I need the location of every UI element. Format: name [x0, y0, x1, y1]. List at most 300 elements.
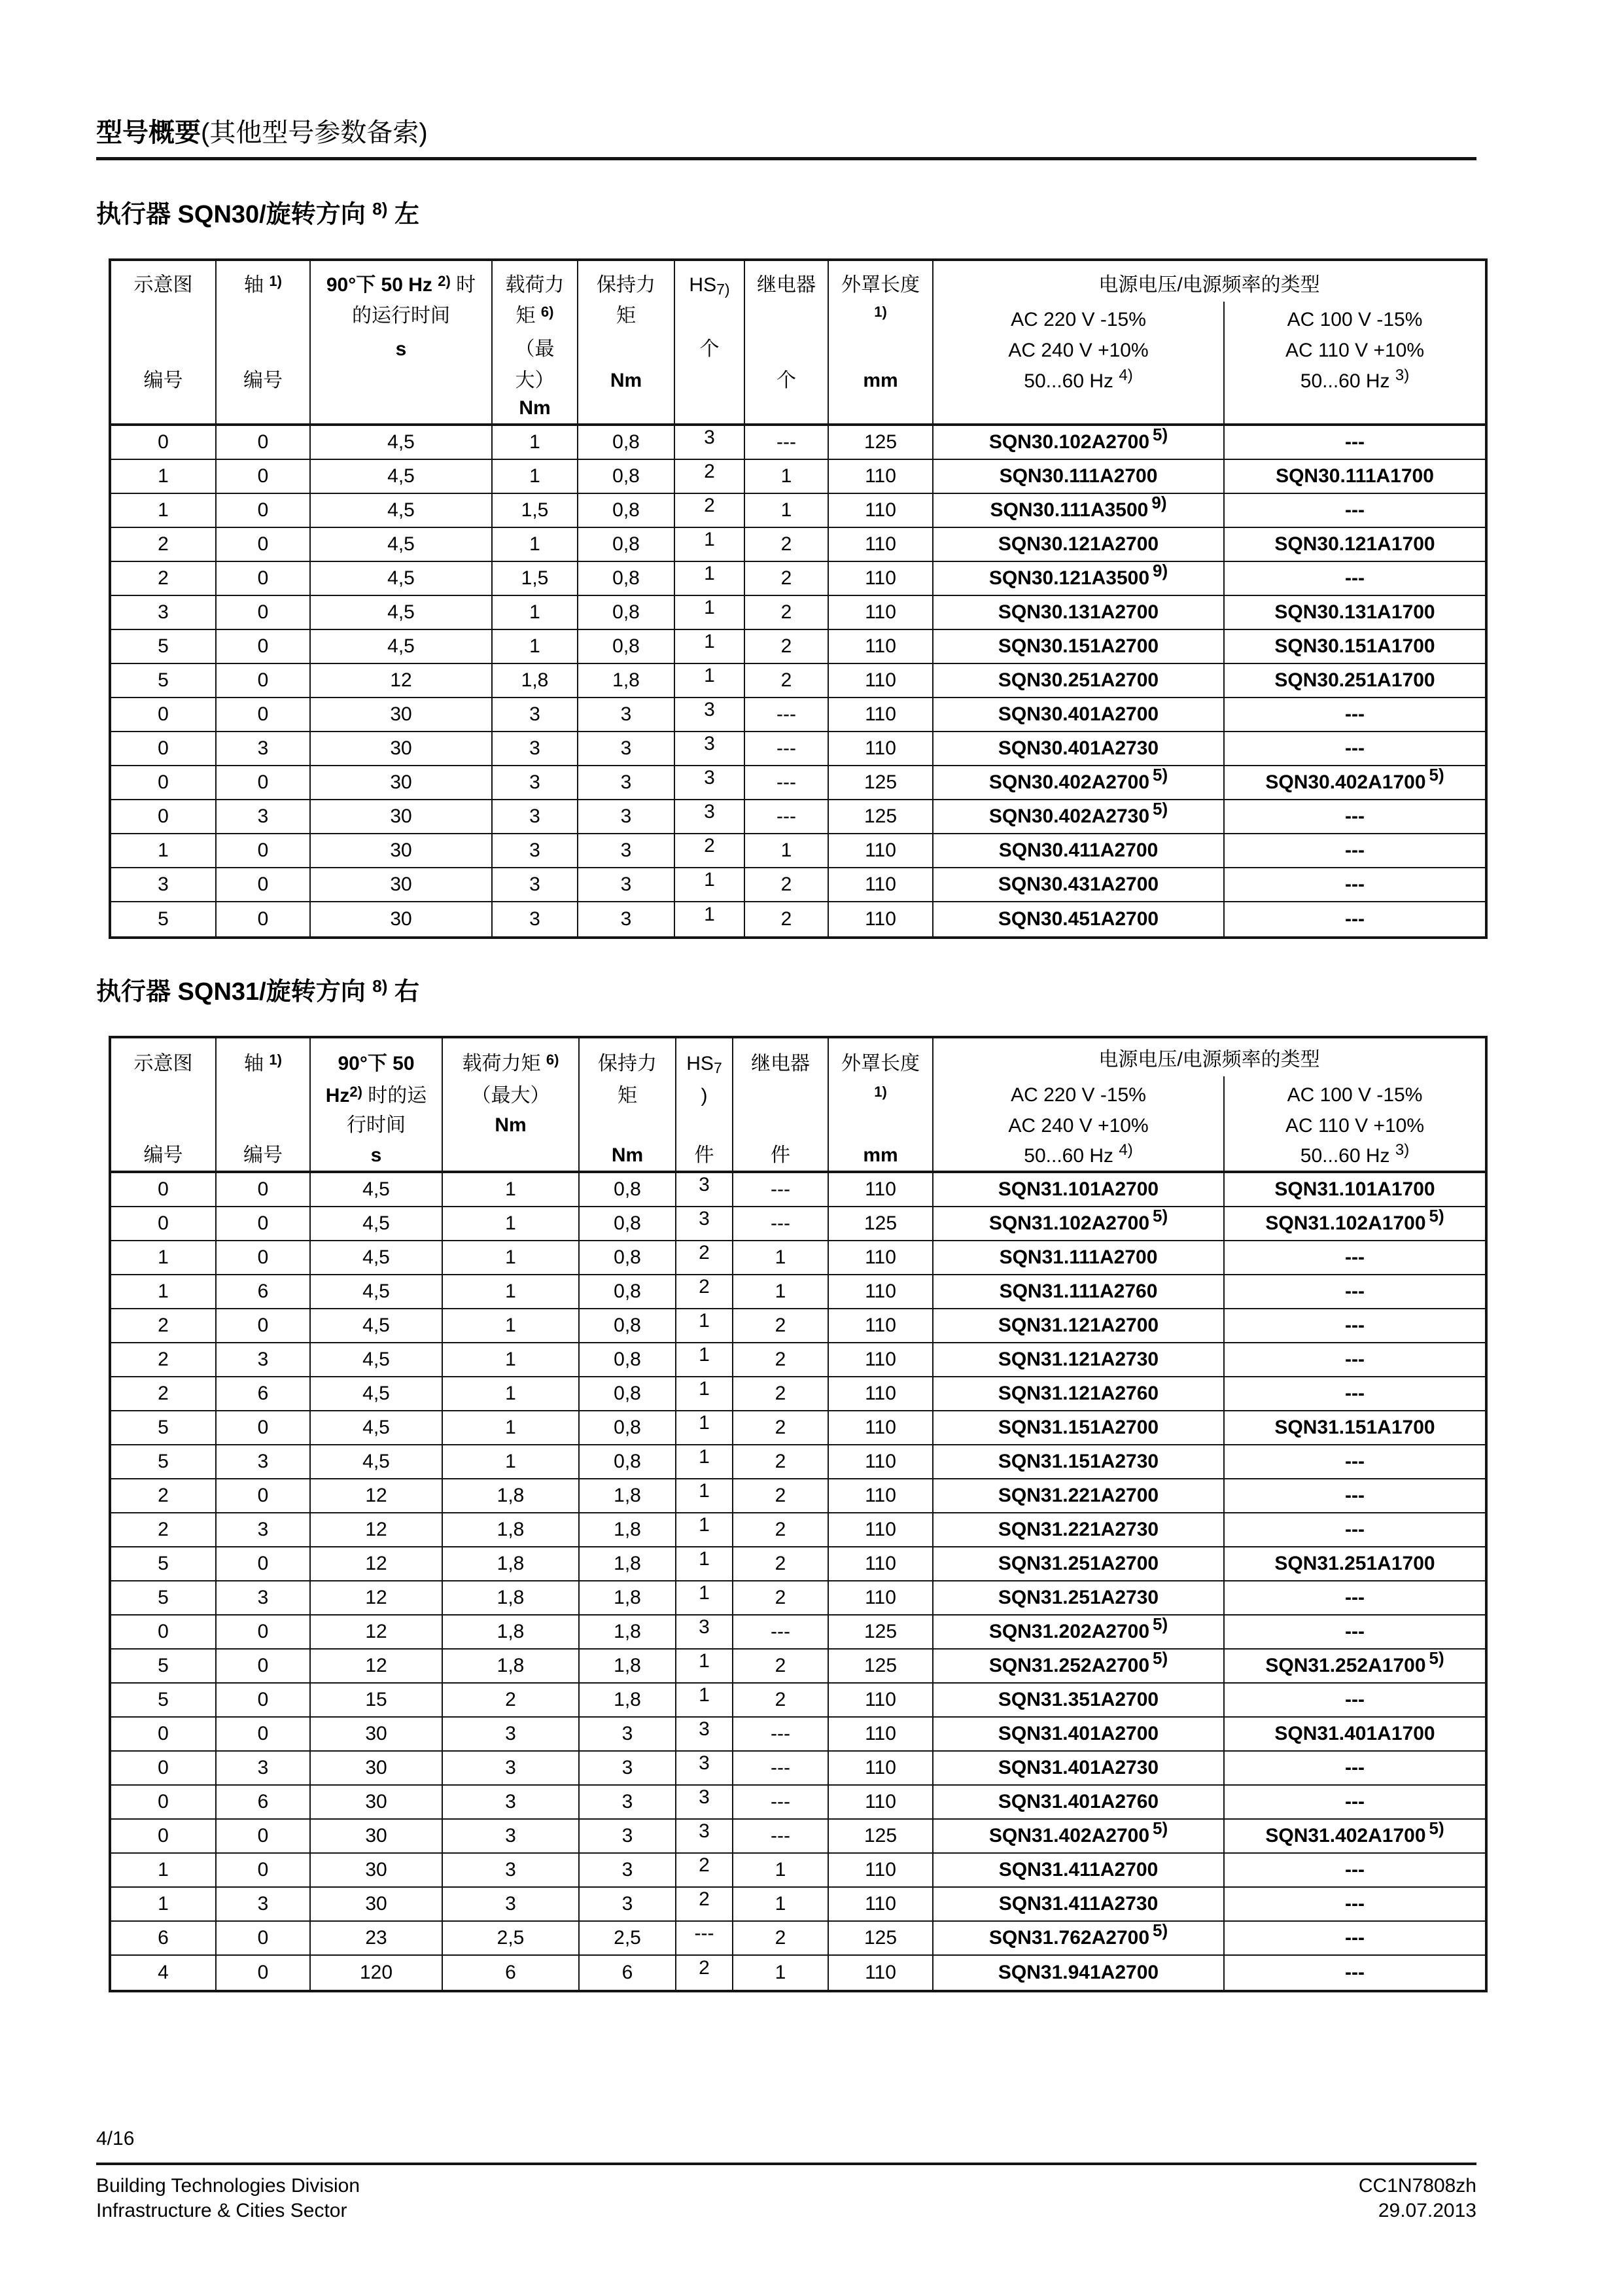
table-cell: 1	[493, 630, 578, 663]
table-row	[111, 1309, 1485, 1343]
table-cell: SQN30.451A2700	[934, 902, 1225, 936]
section-title-sqn30	[96, 194, 419, 230]
header-line	[829, 274, 932, 296]
header-cell	[578, 261, 675, 423]
table-row	[111, 426, 1485, 460]
header-text-segment: Nm	[611, 1144, 644, 1166]
table-cell: 3	[493, 732, 578, 765]
table-row	[111, 1377, 1485, 1411]
table-cell: 0,8	[580, 1411, 676, 1444]
table-cell: 110	[829, 834, 934, 867]
table-cell: 30	[311, 868, 493, 901]
table-cell: 3	[217, 1581, 311, 1614]
table-cell: 3	[675, 766, 745, 799]
table-cell: 110	[829, 1343, 934, 1376]
table-cell: 1	[676, 1650, 733, 1682]
table-cell: 1	[675, 868, 745, 901]
table-cell: 12	[311, 1616, 443, 1648]
table-cell: 30	[311, 834, 493, 867]
table-cell: ---	[733, 1786, 829, 1818]
table-cell: 1	[733, 1888, 829, 1920]
table-cell: SQN31.251A2700	[934, 1547, 1225, 1580]
table-cell: 2	[111, 562, 217, 595]
header-text-segment: 矩	[618, 1085, 637, 1106]
table-cell: 3	[580, 1752, 676, 1784]
header-text-segment: 2)	[438, 273, 451, 289]
table-cell: 3	[217, 800, 311, 833]
table-cell: 2,5	[580, 1922, 676, 1954]
power-header-title: 电源电压/电源频率的类型	[1098, 1049, 1320, 1070]
table-cell: 3	[217, 1888, 311, 1920]
table-cell: ---	[733, 1207, 829, 1240]
section-title-sqn31	[96, 971, 419, 1007]
header-line	[111, 370, 215, 392]
header-rule	[96, 157, 1476, 160]
table-cell: SQN30.111A2700	[934, 460, 1225, 493]
model-footnote: 5)	[1153, 798, 1168, 819]
table-cell: ---	[1345, 805, 1365, 827]
header-text-segment: 编号	[143, 1144, 183, 1166]
table-cell: SQN30.401A2700	[934, 698, 1225, 731]
header-line	[111, 1053, 215, 1075]
table-row	[111, 1207, 1485, 1241]
table-cell: 30	[311, 698, 493, 731]
table-cell: 110	[829, 1309, 934, 1342]
table-cell: 3	[578, 732, 675, 765]
table-cell: 2	[733, 1479, 829, 1512]
table-row	[111, 1616, 1485, 1650]
table-cell: 1	[675, 596, 745, 629]
table-cell: 1,8	[443, 1513, 580, 1546]
power-subcolumn-100v	[1225, 1038, 1485, 1171]
table-cell: 12	[311, 1581, 443, 1614]
table-cell: 2	[733, 1922, 829, 1954]
table-cell: 1	[676, 1445, 733, 1478]
header-text-segment: 轴	[244, 274, 270, 296]
table-cell: 30	[311, 800, 493, 833]
table-cell: 3	[580, 1786, 676, 1818]
table-row	[111, 1922, 1485, 1956]
header-text-segment: AC 100 V -15%	[1287, 309, 1423, 330]
table-cell: 1	[443, 1309, 580, 1342]
table-cell: 2	[733, 1547, 829, 1580]
table-cell: 2	[733, 1343, 829, 1376]
table-cell: 3	[676, 1207, 733, 1240]
table-cell: ---	[676, 1922, 733, 1954]
table-cell: 1	[733, 1854, 829, 1886]
table-cell: 0,8	[578, 426, 675, 459]
table-cell: 110	[829, 1479, 934, 1512]
table-cell: 110	[829, 562, 934, 595]
table-cell: 1	[443, 1445, 580, 1478]
table-cell: ---	[1345, 499, 1365, 521]
table-cell: 1	[443, 1241, 580, 1274]
model-footnote: 5)	[1153, 1818, 1168, 1838]
header-cell	[217, 261, 311, 423]
table-cell: 0	[217, 630, 311, 663]
table-cell: 3	[217, 732, 311, 765]
table-cell: 4,5	[311, 1445, 443, 1478]
table-cell: 1	[745, 494, 829, 527]
table-cell: 4,5	[311, 494, 493, 527]
header-line	[217, 274, 309, 298]
table-cell: 110	[829, 868, 934, 901]
header-line	[578, 274, 674, 296]
table-cell: 3	[676, 1718, 733, 1750]
table-cell: 3	[443, 1786, 580, 1818]
header-line	[578, 305, 674, 327]
header-line	[217, 1053, 309, 1076]
table-cell: SQN31.251A2730	[934, 1581, 1225, 1614]
header-line	[745, 274, 828, 296]
header-text-segment: Nm	[495, 1114, 527, 1136]
table-cell: 2	[733, 1650, 829, 1682]
table-cell: 1	[676, 1411, 733, 1444]
table-cell: ---	[1345, 567, 1365, 589]
table-row	[111, 528, 1485, 562]
header-line	[217, 1144, 309, 1167]
header-line	[733, 1144, 828, 1167]
table-cell: SQN31.111A2700	[934, 1241, 1225, 1274]
table-cell: SQN31.151A2730	[934, 1445, 1225, 1478]
table-cell: 0,8	[580, 1309, 676, 1342]
table-cell: 5	[111, 1684, 217, 1716]
header-text-segment: 大）	[515, 370, 555, 391]
table-cell: 110	[829, 732, 934, 765]
table-cell: 2	[676, 1241, 733, 1274]
table-cell: SQN31.202A2700 5)	[934, 1616, 1225, 1648]
table-cell: 1	[111, 494, 217, 527]
table-cell: 1	[676, 1513, 733, 1546]
table-cell: 3	[111, 868, 217, 901]
table-cell: ---	[1345, 431, 1365, 453]
table-cell: SQN31.121A2700	[934, 1309, 1225, 1342]
table-cell: SQN31.402A2700 5)	[934, 1820, 1225, 1852]
table-cell: 3	[443, 1888, 580, 1920]
table-cell: 1	[745, 460, 829, 493]
table-cell: SQN31.411A2730	[934, 1888, 1225, 1920]
table-cell: 0	[217, 1173, 311, 1206]
header-line	[829, 305, 932, 328]
header-line	[217, 370, 309, 392]
table-cell: 2	[676, 1956, 733, 1990]
table-cell: 1,8	[443, 1581, 580, 1614]
table-cell: ---	[1345, 1859, 1365, 1881]
table-cell: 0,8	[580, 1343, 676, 1376]
table-cell: 0	[217, 1922, 311, 1954]
table-cell: 0	[217, 1616, 311, 1648]
table-cell: 30	[311, 1786, 443, 1818]
power-header-cell	[934, 1038, 1485, 1171]
table-cell: 6	[580, 1956, 676, 1990]
table-cell: ---	[1345, 737, 1365, 759]
header-text-segment: Hz	[325, 1085, 350, 1106]
table-cell: 110	[829, 630, 934, 663]
table-row	[111, 1547, 1485, 1581]
table-cell: 0	[217, 1718, 311, 1750]
header-text-segment: 编号	[243, 1144, 283, 1166]
header-line	[111, 274, 215, 296]
table-row	[111, 1411, 1485, 1445]
power-header-line	[1225, 366, 1485, 394]
table-cell: 0	[217, 1854, 311, 1886]
table-cell: 30	[311, 1820, 443, 1852]
table-cell: SQN31.252A2700 5)	[934, 1650, 1225, 1682]
table-cell: 30	[311, 732, 493, 765]
table-cell: SQN31.251A1700	[1274, 1553, 1435, 1574]
table-cell: 110	[829, 1513, 934, 1546]
header-text-segment: 继电器	[751, 1053, 810, 1074]
page-number: 4/16	[96, 2128, 135, 2149]
table-cell: 1	[676, 1309, 733, 1342]
table-cell: 1	[676, 1479, 733, 1512]
table-cell: SQN30.131A2700	[934, 596, 1225, 629]
table-cell: SQN30.251A1700	[1274, 669, 1435, 691]
table-cell: ---	[745, 800, 829, 833]
table-cell: 2	[745, 528, 829, 561]
header-text-segment: AC 110 V +10%	[1285, 340, 1425, 361]
power-header-title: 电源电压/电源频率的类型	[1098, 274, 1320, 296]
table-cell: 1	[443, 1377, 580, 1410]
table-cell: 30	[311, 1718, 443, 1750]
model-footnote: 5)	[1153, 1648, 1168, 1668]
header-line	[493, 274, 577, 296]
table-row	[111, 1581, 1485, 1616]
table-cell: 4,5	[311, 1207, 443, 1240]
table-cell: 4,5	[311, 1309, 443, 1342]
table-cell: SQN30.121A3500 9)	[934, 562, 1225, 595]
table-cell: SQN30.151A1700	[1274, 635, 1435, 657]
header-line	[443, 1085, 578, 1107]
header-text-segment: 50...60 Hz	[1300, 1145, 1395, 1167]
table-cell: 3	[675, 698, 745, 731]
table-cell: 3	[111, 596, 217, 629]
table-cell: 110	[829, 1411, 934, 1444]
table-cell: 1,5	[493, 562, 578, 595]
table-cell: 3	[443, 1752, 580, 1784]
table-row	[111, 1513, 1485, 1547]
header-line	[733, 1053, 828, 1075]
table-cell: 3	[578, 800, 675, 833]
table-cell: 0	[111, 1616, 217, 1648]
table-cell: 1	[443, 1173, 580, 1206]
table-cell: 1	[675, 664, 745, 697]
table-row	[111, 494, 1485, 528]
header-text-segment: AC 240 V +10%	[1008, 340, 1149, 361]
table-cell: ---	[1345, 908, 1365, 930]
table-row	[111, 596, 1485, 630]
table-cell: 0	[217, 460, 311, 493]
header-text-segment: 时的运	[362, 1085, 427, 1106]
table-cell: 5	[111, 1581, 217, 1614]
header-cell	[311, 261, 493, 423]
table-cell: ---	[1345, 1519, 1365, 1540]
header-cell	[676, 1038, 733, 1171]
section-title-text: 执行器 SQN30/旋转方向	[96, 201, 373, 228]
table-cell: ---	[745, 732, 829, 765]
table-cell: 2	[111, 1377, 217, 1410]
page-title	[96, 118, 428, 148]
table-cell: 4,5	[311, 562, 493, 595]
table-cell: ---	[733, 1752, 829, 1784]
page-title-sub: (其他型号参数备索)	[201, 118, 428, 147]
table-cell: 2	[733, 1309, 829, 1342]
table-cell: SQN30.121A2700	[934, 528, 1225, 561]
table-cell: 0,8	[580, 1275, 676, 1308]
table-cell: 3	[217, 1445, 311, 1478]
table-cell: SQN31.221A2730	[934, 1513, 1225, 1546]
table-cell: 2	[745, 562, 829, 595]
table-cell: 0,8	[580, 1377, 676, 1410]
table-cell: 3	[493, 902, 578, 936]
table-cell: 0	[217, 426, 311, 459]
table-cell: 6	[217, 1275, 311, 1308]
power-subcolumn-100v	[1225, 261, 1485, 423]
header-line	[493, 397, 577, 419]
header-text-segment: 外罩长度	[841, 274, 920, 296]
header-text-segment: 1)	[874, 1084, 887, 1100]
power-header-line	[1225, 1084, 1485, 1106]
table-cell: 3	[580, 1820, 676, 1852]
table-cell: ---	[1345, 1383, 1365, 1404]
table-cell: SQN31.411A2700	[934, 1854, 1225, 1886]
table-cell: ---	[733, 1173, 829, 1206]
table-cell: 4,5	[311, 1241, 443, 1274]
header-text-segment: s	[395, 338, 407, 360]
header-line	[311, 1144, 442, 1167]
table-cell: 0	[217, 1479, 311, 1512]
power-header-line	[1225, 309, 1485, 331]
power-header-line	[1225, 340, 1485, 362]
table-cell: 1,8	[580, 1513, 676, 1546]
header-text-segment: AC 220 V -15%	[1011, 309, 1146, 330]
header-text-segment: AC 240 V +10%	[1008, 1115, 1149, 1137]
table-row	[111, 1173, 1485, 1207]
header-text-segment: 轴	[244, 1053, 270, 1074]
table-cell: 1	[111, 1854, 217, 1886]
table-cell: 4	[111, 1956, 217, 1990]
table-cell: 0	[217, 1650, 311, 1682]
power-header-line	[934, 366, 1223, 394]
header-text-segment: 6)	[546, 1051, 559, 1068]
header-line	[311, 1053, 442, 1075]
table-row	[111, 630, 1485, 664]
table-cell: SQN31.101A2700	[934, 1173, 1225, 1206]
footer-sector: Infrastructure & Cities Sector	[96, 2200, 347, 2221]
table-cell: SQN31.102A2700 5)	[934, 1207, 1225, 1240]
table-cell: 0,8	[580, 1241, 676, 1274]
table-cell: ---	[1345, 703, 1365, 725]
table-cell: 0	[217, 1956, 311, 1990]
table-cell: 1,8	[443, 1650, 580, 1682]
header-text-segment: 1)	[269, 273, 282, 289]
table-cell: 1	[676, 1343, 733, 1376]
table-cell: 5	[111, 902, 217, 936]
power-header-line	[934, 1141, 1223, 1169]
table-cell: 1	[675, 630, 745, 663]
table-cell: SQN30.121A1700	[1274, 533, 1435, 555]
header-cell	[675, 261, 745, 423]
table-row	[111, 868, 1485, 902]
header-line	[311, 1085, 442, 1108]
table-cell: 0	[217, 1411, 311, 1444]
table-cell: 110	[829, 1241, 934, 1274]
table-cell: 1	[745, 834, 829, 867]
header-text-segment: 行时间	[347, 1114, 406, 1136]
header-text-segment: 矩	[515, 305, 541, 327]
header-line	[493, 338, 577, 361]
table-cell: 3	[578, 698, 675, 731]
table-cell: 0,8	[578, 494, 675, 527]
section-title-text: 执行器 SQN31/旋转方向	[96, 978, 373, 1006]
table-cell: 2	[676, 1888, 733, 1920]
table-cell: 110	[829, 1684, 934, 1716]
table-row	[111, 1786, 1485, 1820]
table-cell: 2	[676, 1275, 733, 1308]
model-footnote: 5)	[1429, 764, 1444, 785]
table-cell: 1	[111, 1241, 217, 1274]
header-text-segment: 示意图	[133, 1053, 193, 1074]
table-cell: 0	[111, 766, 217, 799]
table-cell: 0,8	[578, 596, 675, 629]
table-cell: 12	[311, 1650, 443, 1682]
table-cell: 3	[580, 1888, 676, 1920]
table-row	[111, 1888, 1485, 1922]
table-cell: SQN30.401A2730	[934, 732, 1225, 765]
table-row	[111, 1343, 1485, 1377]
table-cell: SQN31.401A2730	[934, 1752, 1225, 1784]
table-cell: 5	[111, 1650, 217, 1682]
table-cell: SQN31.351A2700	[934, 1684, 1225, 1716]
header-text-segment: 90°下 50	[338, 1053, 415, 1074]
power-header-line	[934, 1084, 1223, 1106]
table-cell: 110	[829, 1581, 934, 1614]
table-row	[111, 698, 1485, 732]
table-row	[111, 1445, 1485, 1479]
section-title-footnote: 8)	[372, 976, 388, 996]
table-row	[111, 1718, 1485, 1752]
table-cell: SQN31.151A2700	[934, 1411, 1225, 1444]
table-cell: SQN31.101A1700	[1274, 1178, 1435, 1200]
table-cell: 0	[217, 902, 311, 936]
table-row	[111, 902, 1485, 936]
table-cell: 1	[676, 1684, 733, 1716]
header-text-segment: 件	[771, 1144, 790, 1166]
power-subcolumn-220v	[934, 261, 1223, 423]
table-cell: 0	[111, 1752, 217, 1784]
header-text-segment: AC 100 V -15%	[1287, 1084, 1423, 1106]
table-cell: 0	[217, 1309, 311, 1342]
header-text-segment: mm	[863, 370, 898, 391]
sqn30-table	[109, 258, 1488, 939]
table-cell: SQN30.411A2700	[934, 834, 1225, 867]
table-cell: 30	[311, 1888, 443, 1920]
table-cell: 2	[745, 902, 829, 936]
sqn31-table	[109, 1036, 1488, 1992]
table-cell: 0,8	[578, 562, 675, 595]
model-footnote: 5)	[1153, 424, 1168, 444]
header-text-segment: AC 110 V +10%	[1285, 1115, 1425, 1137]
header-line	[443, 1053, 578, 1076]
header-text-segment: 4)	[1119, 366, 1133, 384]
table-cell: 12	[311, 664, 493, 697]
table-cell: 6	[217, 1377, 311, 1410]
table-row	[111, 1650, 1485, 1684]
table-cell: 1,5	[493, 494, 578, 527]
page-title-main: 型号概要	[96, 118, 201, 147]
model-footnote: 9)	[1151, 492, 1167, 512]
table-cell: 0,8	[580, 1173, 676, 1206]
